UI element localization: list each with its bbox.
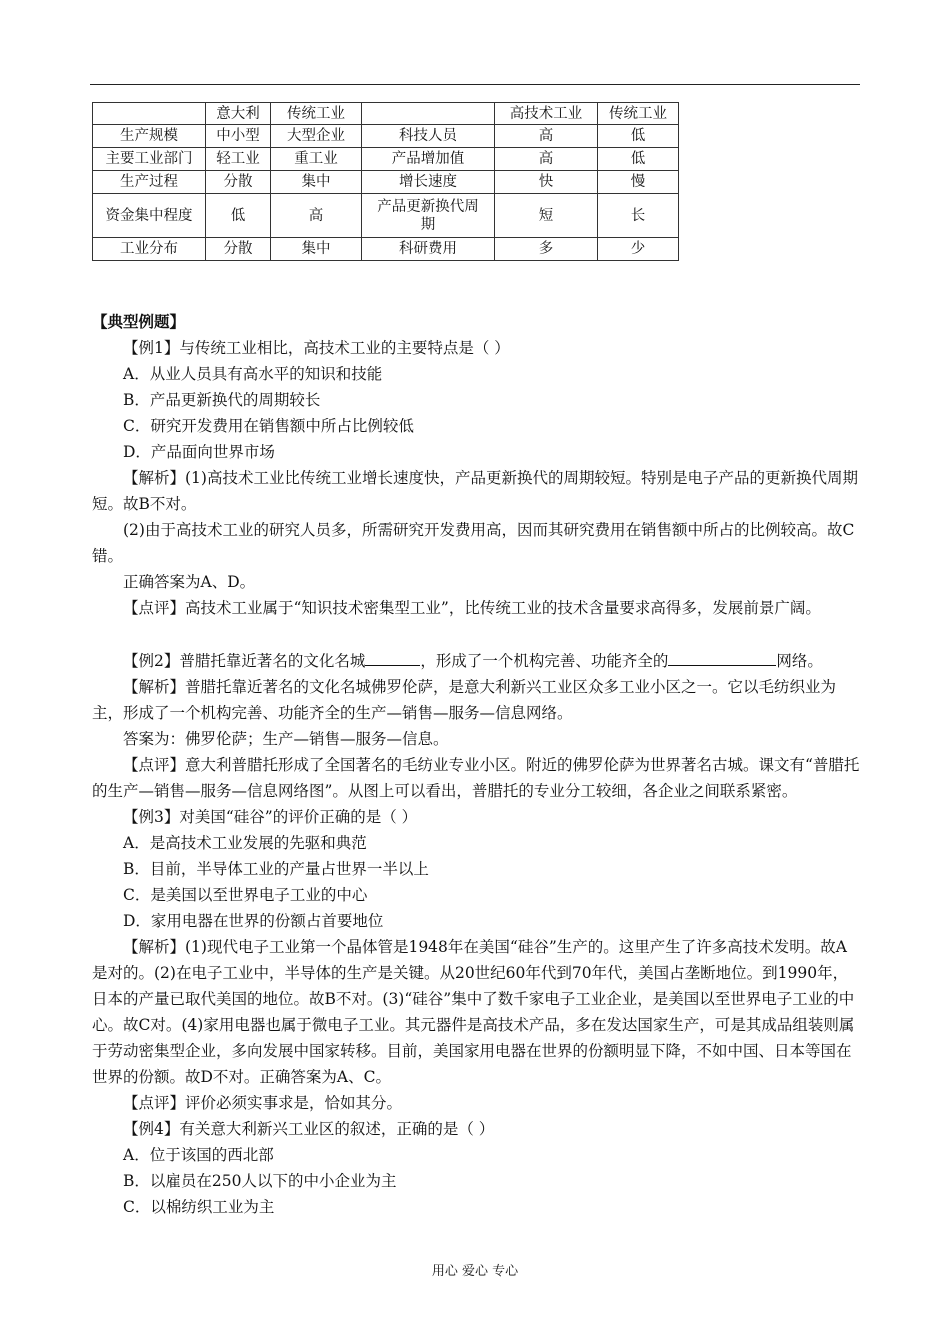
- table-row: [93, 171, 679, 194]
- fill-blank-1: [365, 647, 420, 666]
- table-cell: 短: [495, 194, 598, 238]
- example2-question: [92, 647, 860, 674]
- table-cell: 重工业: [271, 148, 362, 171]
- example2-answer: 答案为：佛罗伦萨；生产—销售—服务—信息。: [123, 730, 449, 748]
- table-cell: 资金集中程度: [93, 194, 206, 238]
- example4-question: 【例4】有关意大利新兴工业区的叙述，正确的是（ ）: [123, 1120, 495, 1138]
- comparison-table: [92, 102, 679, 261]
- table-cell: 科技人员: [362, 125, 495, 148]
- table-cell: 低: [598, 148, 679, 171]
- table-cell: 主要工业部门: [93, 148, 206, 171]
- table-cell: 大型企业: [271, 125, 362, 148]
- example3-option-a: A．是高技术工业发展的先驱和典范: [123, 834, 367, 852]
- example4-option-c: C．以棉纺织工业为主: [123, 1198, 275, 1216]
- example3-option-d: D．家用电器在世界的份额占首要地位: [123, 912, 384, 930]
- examples-section: [92, 309, 860, 1220]
- example2-comment: 【点评】意大利普腊托形成了全国著名的毛纺业专业小区。附近的佛罗伦萨为世界著名古城。课文有“普腊托的生产—销售—服务—信息网络图”。从图上可以看出，普腊托的专业分工较细，各企业之间联系紧密。: [92, 756, 860, 800]
- fill-blank-2: [668, 647, 776, 666]
- table-cell: 慢: [598, 171, 679, 194]
- table-cell: 低: [206, 194, 271, 238]
- table-cell: 低: [598, 125, 679, 148]
- example1-option-b: B．产品更新换代的周期较长: [123, 391, 321, 409]
- table-row: [93, 194, 679, 238]
- table-cell: 传统工业: [598, 103, 679, 125]
- table-cell: 高: [271, 194, 362, 238]
- example2-question-part1: 【例2】普腊托靠近著名的文化名城: [123, 652, 366, 670]
- table-row: [93, 148, 679, 171]
- example1-analysis-2: (2)由于高技术工业的研究人员多，所需研究开发费用高，因而其研究费用在销售额中所占的比例较高。故C错。: [92, 521, 855, 565]
- example1-answer: 正确答案为A、D。: [123, 573, 256, 591]
- table-cell: 集中: [271, 171, 362, 194]
- table-cell: 意大利: [206, 103, 271, 125]
- table-cell: [362, 103, 495, 125]
- table-row: [93, 103, 679, 125]
- table-cell: 增长速度: [362, 171, 495, 194]
- example4-option-a: A．位于该国的西北部: [123, 1146, 274, 1164]
- table-cell: 科研费用: [362, 238, 495, 261]
- example1-option-d: D．产品面向世界市场: [123, 443, 275, 461]
- table-cell: 高: [495, 125, 598, 148]
- example1-option-a: A．从业人员具有高水平的知识和技能: [123, 365, 383, 383]
- table-cell: 快: [495, 171, 598, 194]
- table-cell: 中小型: [206, 125, 271, 148]
- example1-analysis-1: 【解析】(1)高技术工业比传统工业增长速度快，产品更新换代的周期较短。特别是电子产品的更新换代周期短。故B不对。: [92, 469, 858, 513]
- table-cell: 高: [495, 148, 598, 171]
- example2-question-part3: 网络。: [776, 652, 823, 670]
- table-cell: 高技术工业: [495, 103, 598, 125]
- table-cell: 传统工业: [271, 103, 362, 125]
- header-rule: [90, 84, 860, 85]
- example3-question: 【例3】对美国“硅谷”的评价正确的是（ ）: [123, 808, 418, 826]
- table-cell: 轻工业: [206, 148, 271, 171]
- example3-comment: 【点评】评价必须实事求是，恰如其分。: [123, 1094, 403, 1112]
- table-row: [93, 238, 679, 261]
- example2-analysis: 【解析】普腊托靠近著名的文化名城佛罗伦萨，是意大利新兴工业区众多工业小区之一。它以毛纺织业为主，形成了一个机构完善、功能齐全的生产—销售—服务—信息网络。: [92, 678, 837, 722]
- table-cell: 产品更新换代周期: [362, 194, 495, 238]
- page-footer: 用心 爱心 专心: [431, 1264, 519, 1279]
- table-cell: 分散: [206, 171, 271, 194]
- table-cell: 集中: [271, 238, 362, 261]
- example1-question: 【例1】与传统工业相比，高技术工业的主要特点是（ ）: [123, 339, 510, 357]
- table-cell: 分散: [206, 238, 271, 261]
- table-row: [93, 125, 679, 148]
- table-cell: 少: [598, 238, 679, 261]
- example1-option-c: C．研究开发费用在销售额中所占比例较低: [123, 417, 414, 435]
- table-cell: 产品增加值: [362, 148, 495, 171]
- example3-option-c: C．是美国以至世界电子工业的中心: [123, 886, 368, 904]
- table-cell: 多: [495, 238, 598, 261]
- example3-analysis: 【解析】(1)现代电子工业第一个晶体管是1948年在美国“硅谷”生产的。这里产生了许多高技术发明。故A是对的。(2)在电子工业中，半导体的生产是关键。从20世纪60年代到70年代，美国占垄断地位。到1990年，日本的产量已取代美国的地位。故B不对。(3)“硅谷”集中了数千家电子工业企业，是美国以至世界电子工业的中心。故C对。(4)家用电器也属于微电子工业。其元器件是高技术产品，多在发达国家生产，可是其成品组装则属于劳动密集型企业，多向发展中国家转移。目前，美国家用电器在世界的份额明显下降，不如中国、日本等国在世界的份额。故D不对。正确答案为A、C。: [92, 938, 855, 1086]
- example1-comment: 【点评】高技术工业属于“知识技术密集型工业”，比传统工业的技术含量要求高得多，发展前景广阔。: [123, 599, 821, 617]
- example3-option-b: B．目前，半导体工业的产量占世界一半以上: [123, 860, 429, 878]
- table-cell: 生产过程: [93, 171, 206, 194]
- example4-option-b: B．以雇员在250人以下的中小企业为主: [123, 1172, 397, 1190]
- table-cell: [93, 103, 206, 125]
- example2-question-part2: ，形成了一个机构完善、功能齐全的: [420, 652, 669, 670]
- table-cell: 长: [598, 194, 679, 238]
- table-cell: 生产规模: [93, 125, 206, 148]
- section-title: 【典型例题】: [92, 312, 186, 331]
- table-cell: 工业分布: [93, 238, 206, 261]
